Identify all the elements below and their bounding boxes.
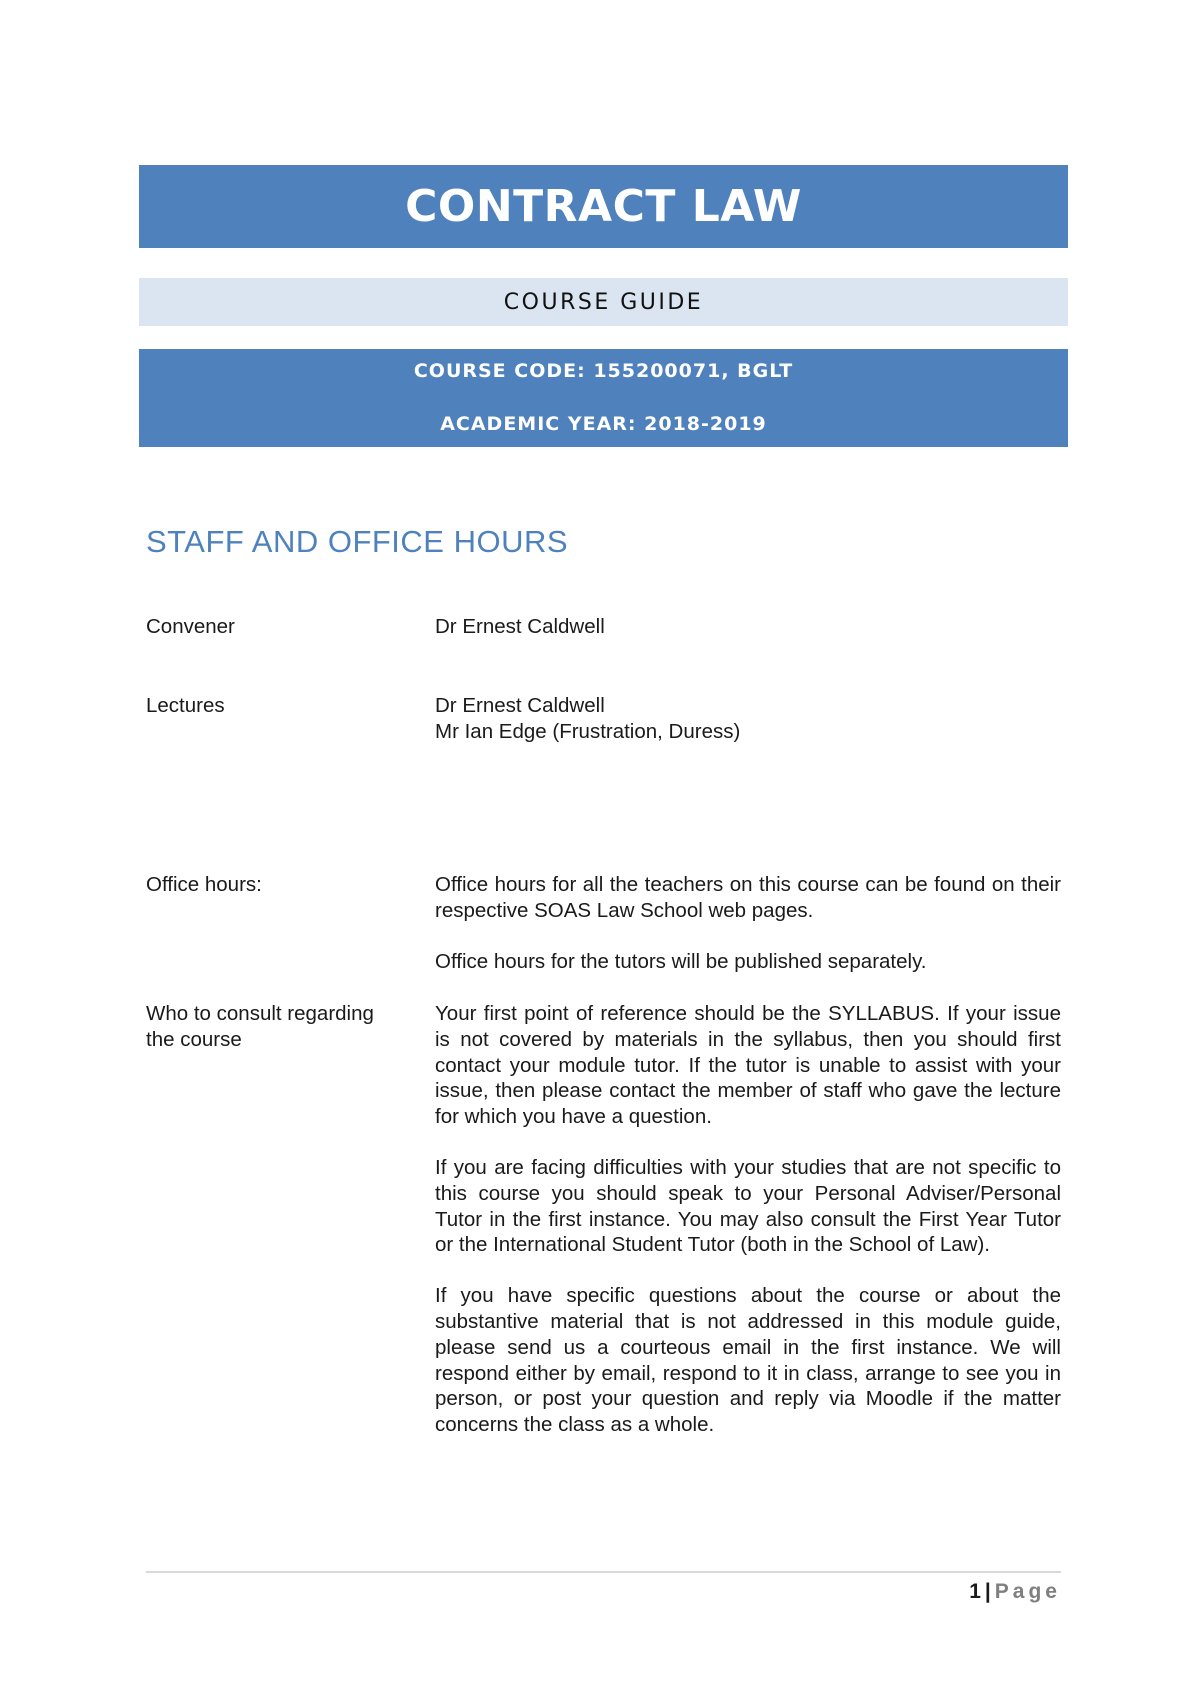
consult-value [435,1001,1061,1438]
lecturer-1: Dr Ernest Caldwell [435,694,605,717]
convener-name: Dr Ernest Caldwell [435,615,605,638]
convener-value [435,614,1061,640]
office-hours-paragraph-2: Office hours for the tutors will be published separately. [435,949,927,973]
lectures-label: Lectures [146,694,225,717]
page-separator: | [984,1580,991,1603]
title-banner [139,165,1068,248]
page-number: 1 [969,1580,981,1603]
page-word: Page [994,1580,1061,1603]
consult-label [146,1001,396,1053]
lecturer-2: Mr Ian Edge (Frustration, Duress) [435,719,741,743]
office-hours-paragraph-1: Office hours for all the teachers on this course can be found on their respective SOAS Law School web pages. [435,873,1061,922]
consult-paragraph-3: If you have specific questions about the course or about the substantive material that is not addressed in this module guide, please send us a courteous email in the first instance. We will respond either by email, respond to it in class, arrange to see you in person, or post your question and reply via Moodle if the matter concerns the class as a whole. [435,1284,1061,1437]
consult-paragraph-1: Your first point of reference should be the SYLLABUS. If your issue is not covered by materials in the syllabus, then you should first contact your module tutor. If the tutor is unable to assist with your issue, then please contact the member of staff who gave the lecture for which you have a question. [435,1002,1061,1129]
academic-year: ACADEMIC YEAR: 2018-2019 [440,413,767,435]
consult-label-line-2: the course [146,1028,242,1051]
footer-divider [146,1571,1061,1573]
course-info-banner [139,349,1068,447]
section-heading: STAFF AND OFFICE HOURS [146,524,569,559]
lectures-value [435,693,1061,745]
consult-label-line-1: Who to consult regarding [146,1002,374,1025]
office-hours-label: Office hours: [146,873,262,896]
document-title: CONTRACT LAW [405,181,802,232]
course-code: COURSE CODE: 155200071, BGLT [413,360,794,382]
office-hours-value [435,872,1061,974]
page-footer [969,1580,1061,1604]
convener-label: Convener [146,615,235,638]
consult-paragraph-2: If you are facing difficulties with your studies that are not specific to this course you should speak to your Personal Adviser/Personal Tutor in the first instance. You may also consult the First Year Tutor or the International Student Tutor (both in the School of Law). [435,1155,1061,1257]
document-subtitle: COURSE GUIDE [503,289,704,315]
subtitle-banner [139,278,1068,326]
